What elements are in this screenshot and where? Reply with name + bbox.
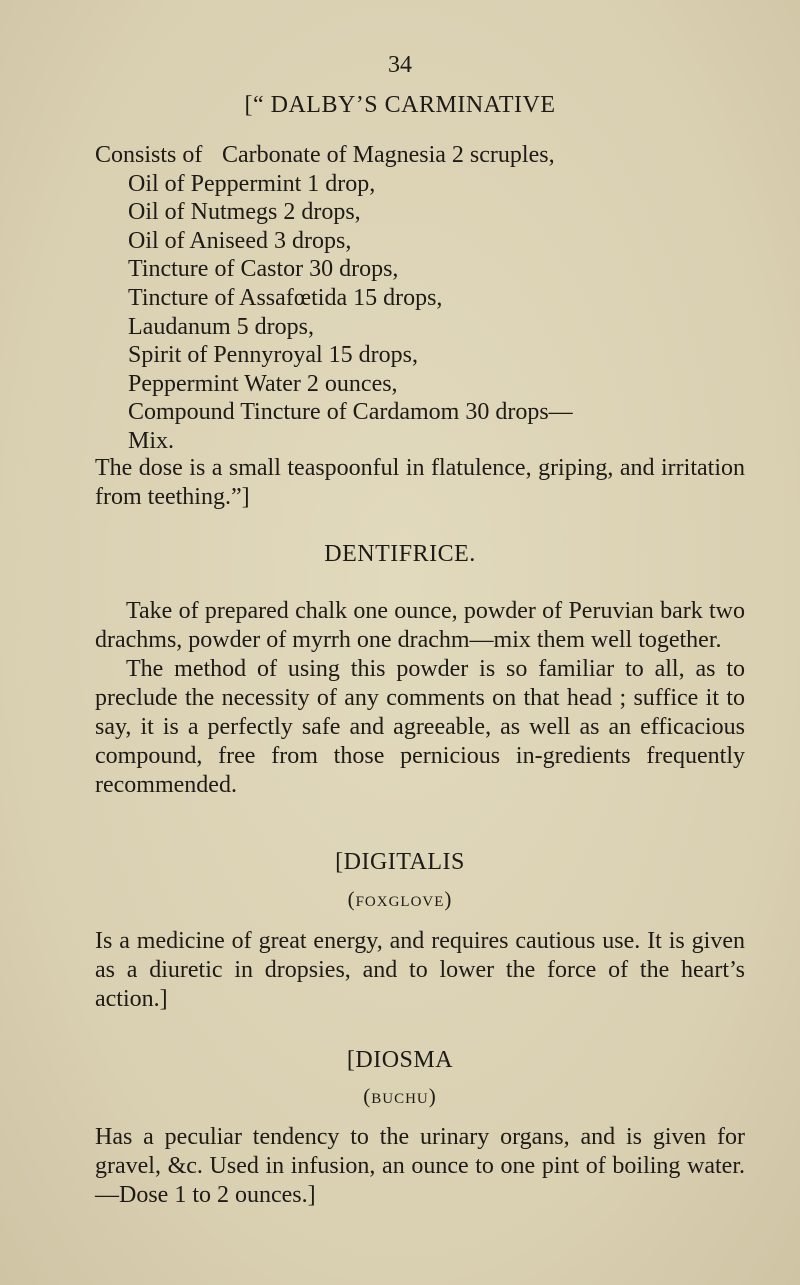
dalby-mix: Mix. — [128, 428, 175, 454]
dalby-dose: The dose is a small teaspoonful in flatulence, griping, and irritation from teething.”] — [95, 455, 745, 510]
ingredient-item: Oil of Peppermint 1 drop, — [128, 170, 376, 197]
digitalis-heading: [DIGITALIS — [335, 849, 465, 875]
dentifrice-body — [95, 597, 745, 800]
dalby-heading: [“ DALBY’S CARMINATIVE — [244, 92, 556, 118]
dentifrice-paragraph-1: Take of prepared chalk one ounce, powder of Peruvian bark two drachms, powder of myrrh one drachm—mix them well together. — [95, 598, 745, 653]
digitalis-text: Is a medicine of great energy, and requires cautious use. It is given as a diuretic in dropsies, and to lower the force of the heart’s action.] — [95, 928, 745, 1012]
ingredient-item: Tincture of Castor 30 drops, — [128, 256, 399, 283]
ingredient-item: Compound Tincture of Cardamom 30 drops— — [128, 399, 573, 426]
ingredient-item: Tincture of Assafœtida 15 drops, — [128, 285, 443, 311]
ingredient-item: Laudanum 5 drops, — [128, 313, 314, 340]
ingredient-item: Spirit of Pennyroyal 15 drops, — [128, 342, 418, 369]
dentifrice-paragraph-2: The method of using this powder is so familiar to all, as to preclude the necessity of any comments on that head ; suffice it to say, it is a perfectly safe and agreeable, as well as an efficacious compound, free from those pernicious in-gredients frequently recommended. — [95, 656, 745, 798]
dentifrice-heading: DENTIFRICE. — [324, 541, 476, 567]
ingredient-item: Oil of Nutmegs 2 drops, — [128, 199, 361, 226]
ingredient-item: Peppermint Water 2 ounces, — [128, 370, 398, 397]
dalby-intro: Consists of — [95, 142, 203, 168]
ingredient-item: Oil of Aniseed 3 drops, — [128, 227, 352, 254]
diosma-subheading: (buchu) — [363, 1084, 437, 1108]
diosma-heading: [DIOSMA — [346, 1047, 454, 1073]
ingredient-item: Carbonate of Magnesia 2 scruples, — [222, 142, 555, 168]
page-number: 34 — [388, 52, 412, 78]
digitalis-subheading: (foxglove) — [347, 887, 453, 911]
diosma-text: Has a peculiar tendency to the urinary organs, and is given for gravel, &c. Used in infusion, an ounce to one pint of boiling water.—Dose 1 to 2 ounces.] — [95, 1124, 745, 1208]
